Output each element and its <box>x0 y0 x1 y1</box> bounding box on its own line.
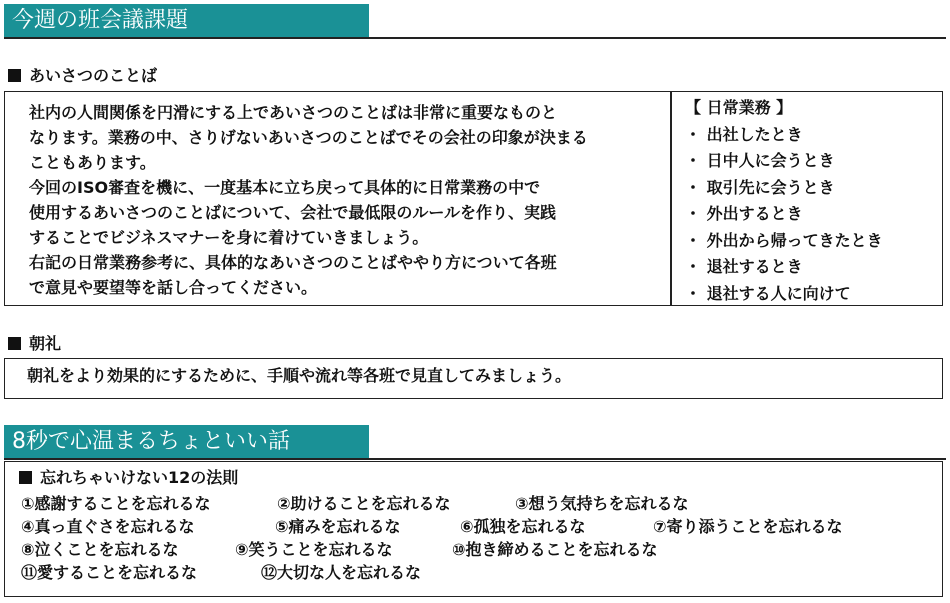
greeting-line: することでビジネスマナーを身に着けていきましょう。 <box>29 228 429 247</box>
rule-item: ⑩抱き締めることを忘れるな <box>452 540 658 559</box>
rule-item: ①感謝することを忘れるな <box>21 494 211 513</box>
rule-item: ⑪愛することを忘れるな <box>21 563 198 582</box>
greeting-line: で意見や要望等を話し合ってください。 <box>29 278 318 297</box>
duty-item: ・ 外出から帰ってきたとき <box>685 228 883 255</box>
daily-duties-list <box>685 95 883 307</box>
duty-item: ・ 取引先に会うとき <box>685 175 883 202</box>
column-divider <box>670 92 672 305</box>
rule-item: ④真っ直ぐさを忘れるな <box>21 517 195 536</box>
greeting-line: 右記の日常業務参考に、具体的なあいさつのことばややり方について各班 <box>29 253 557 272</box>
morning-heading: 朝礼 <box>8 334 61 354</box>
rule-item: ③想う気持ちを忘れるな <box>515 494 689 513</box>
greeting-line: 使用するあいさつのことばについて、会社で最低限のルールを作り、実践 <box>29 203 557 222</box>
greeting-line: なります。業務の中、さりげないあいさつのことばでその会社の印象が決まる <box>29 128 588 147</box>
rule-item: ⑫大切な人を忘れるな <box>261 563 422 582</box>
story-title: 8秒で心温まるちょといい話 <box>12 429 290 454</box>
morning-text: 朝礼をより効果的にするために、手順や流れ等各班で見直してみましょう。 <box>27 366 572 385</box>
greeting-line: 社内の人間関係を円滑にする上であいさつのことばは非常に重要なものと <box>29 103 558 122</box>
duties-title: 【 日常業務 】 <box>685 98 793 117</box>
title-rule <box>4 37 946 39</box>
rule-item: ⑤痛みを忘れるな <box>275 517 401 536</box>
page-title-banner <box>4 4 369 37</box>
morning-box <box>4 358 943 399</box>
greeting-box <box>4 91 943 306</box>
rule-item: ②助けることを忘れるな <box>277 494 451 513</box>
duty-item: ・ 退社する人に向けて <box>685 281 883 308</box>
duty-item: ・ 日中人に会うとき <box>685 148 883 175</box>
duty-item: ・ 外出するとき <box>685 201 883 228</box>
square-bullet-icon <box>8 69 21 82</box>
duty-item: ・ 退社するとき <box>685 254 883 281</box>
story-title-banner <box>4 425 369 458</box>
square-bullet-icon <box>8 337 21 350</box>
rules-box <box>4 461 943 597</box>
greeting-text <box>29 100 649 300</box>
duty-item: ・ 出社したとき <box>685 122 883 149</box>
rule-item: ⑥孤独を忘れるな <box>460 517 586 536</box>
greeting-heading: あいさつのことば <box>8 66 157 86</box>
rules-heading: 忘れちゃいけない12の法則 <box>19 468 238 488</box>
square-bullet-icon <box>19 471 32 484</box>
page-title: 今週の班会議課題 <box>12 8 189 33</box>
greeting-line: こともあります。 <box>29 153 156 172</box>
rule-item: ⑧泣くことを忘れるな <box>21 540 179 559</box>
story-title-rule <box>4 458 946 460</box>
greeting-line: 今回のISO審査を機に、一度基本に立ち戻って具体的に日常業務の中で <box>29 178 541 197</box>
rule-item: ⑨笑うことを忘れるな <box>235 540 393 559</box>
rule-item: ⑦寄り添うことを忘れるな <box>653 517 843 536</box>
